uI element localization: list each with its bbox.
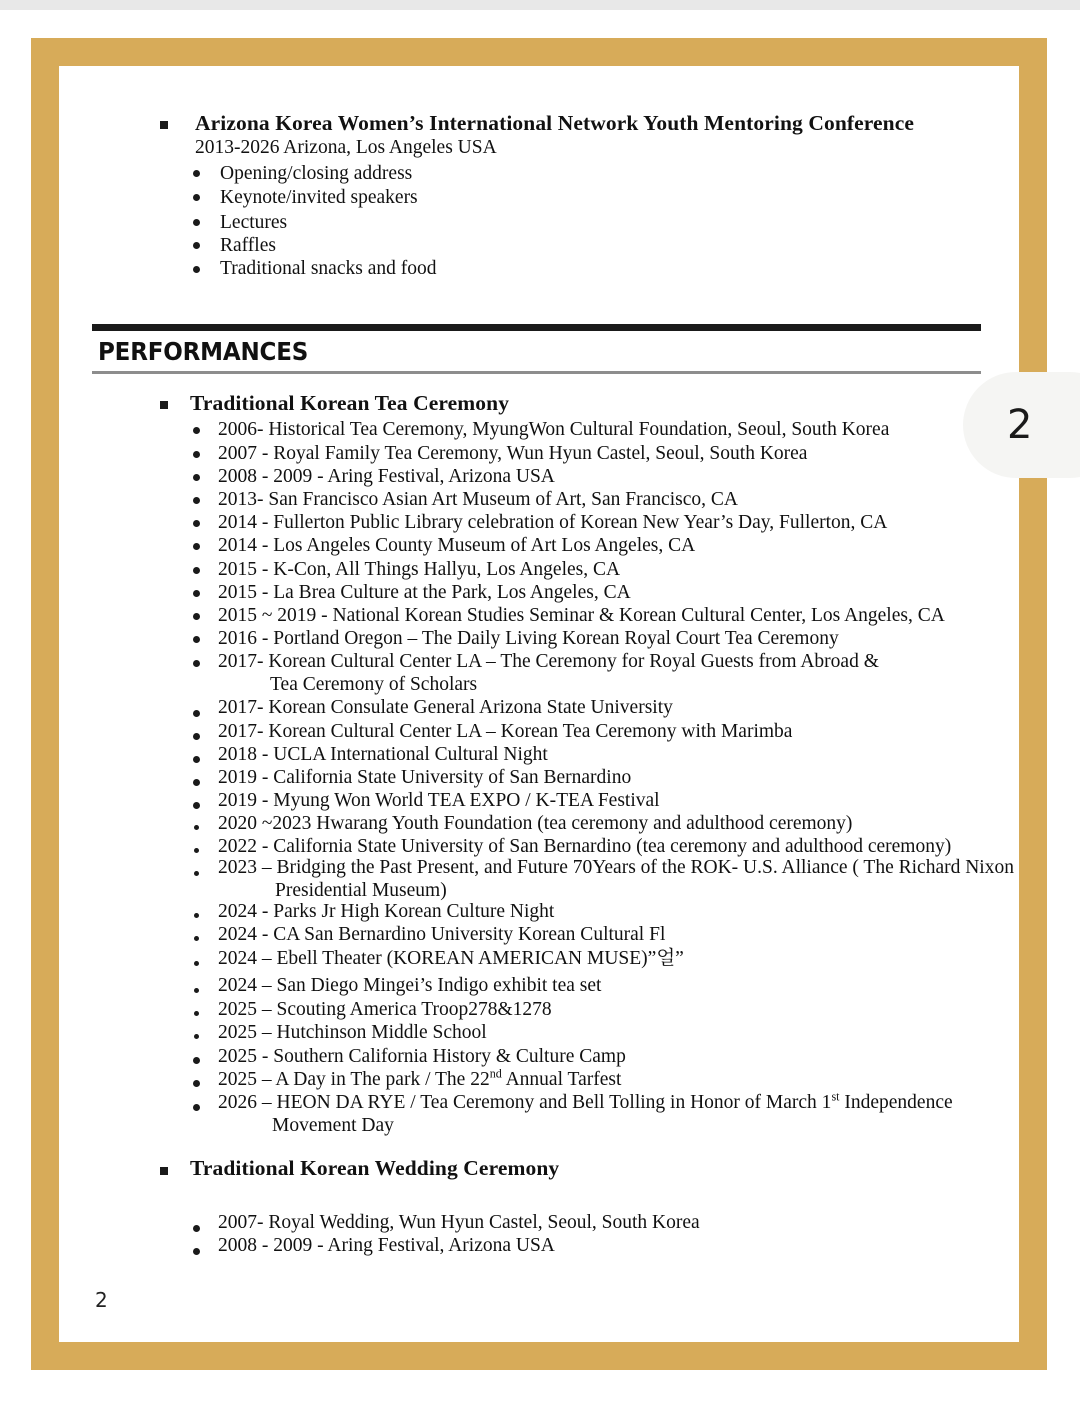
- independence-ordinal-suffix: st: [831, 1089, 840, 1104]
- bullet-icon: [194, 936, 199, 941]
- bullet-icon: [193, 520, 200, 527]
- list-item: Traditional snacks and food: [220, 258, 437, 279]
- bullet-icon: [193, 660, 200, 667]
- list-item: 2014 - Fullerton Public Library celebration of Korean New Year’s Day, Fullerton, CA: [218, 512, 888, 533]
- square-bullet-icon: [160, 121, 168, 129]
- bullet-icon: [193, 1248, 200, 1255]
- bullet-icon: [193, 590, 200, 597]
- list-item: 2024 – Ebell Theater (KOREAN AMERICAN MUSE)”얼”: [218, 948, 684, 969]
- bullet-icon: [194, 1034, 199, 1039]
- section-rule-top: [92, 324, 981, 331]
- list-item: 2015 - La Brea Culture at the Park, Los Angeles, CA: [218, 582, 631, 603]
- list-item: 2019 - Myung Won World TEA EXPO / K-TEA Festival: [218, 790, 660, 811]
- bullet-icon: [193, 497, 200, 504]
- list-item-continuation: Tea Ceremony of Scholars: [270, 674, 478, 695]
- section-rule-bottom: [92, 371, 981, 374]
- bullet-icon: [193, 451, 200, 458]
- independence-suffix: Independence: [839, 1092, 953, 1113]
- list-item: 2020 ~2023 Hwarang Youth Foundation (tea ceremony and adulthood ceremony): [218, 813, 853, 834]
- square-bullet-icon: [160, 401, 168, 409]
- list-item: 2013- San Francisco Asian Art Museum of Art, San Francisco, CA: [218, 489, 738, 510]
- list-item: 2018 - UCLA International Cultural Night: [218, 744, 548, 765]
- tarfest-prefix: 2025 – A Day in The park / The 22: [218, 1069, 490, 1090]
- list-item: 2008 - 2009 - Aring Festival, Arizona USA: [218, 466, 555, 487]
- list-item-heondarye: [218, 1089, 953, 1113]
- wedding-ceremony-heading: Traditional Korean Wedding Ceremony: [190, 1156, 560, 1180]
- conference-subheading: 2013-2026 Arizona, Los Angeles USA: [195, 137, 497, 158]
- square-bullet-icon: [160, 1167, 168, 1175]
- footer-page-number: 2: [95, 1288, 108, 1312]
- list-item: 2008 - 2009 - Aring Festival, Arizona USA: [218, 1235, 555, 1256]
- section-title-performances: PERFORMANCES: [98, 337, 309, 366]
- bullet-icon: [193, 170, 200, 177]
- list-item: 2007- Royal Wedding, Wun Hyun Castel, Seoul, South Korea: [218, 1212, 700, 1233]
- list-item: 2006- Historical Tea Ceremony, MyungWon Cultural Foundation, Seoul, South Korea: [218, 419, 890, 440]
- tea-ceremony-heading: Traditional Korean Tea Ceremony: [190, 391, 510, 415]
- list-item: Raffles: [220, 235, 276, 256]
- bullet-icon: [193, 1104, 200, 1111]
- bullet-icon: [194, 871, 199, 876]
- list-item: 2024 - CA San Bernardino University Korean Cultural Fl: [218, 924, 666, 945]
- list-item: Keynote/invited speakers: [220, 187, 418, 208]
- bullet-icon: [194, 825, 199, 830]
- list-item-tarfest: [218, 1066, 622, 1090]
- list-item: Lectures: [220, 212, 288, 233]
- bullet-icon: [194, 961, 199, 966]
- bullet-icon: [194, 848, 199, 853]
- bullet-icon: [193, 219, 200, 226]
- list-item: 2022 - California State University of San Bernardino (tea ceremony and adulthood ceremony): [218, 836, 952, 857]
- page-badge-label: 2: [1007, 402, 1033, 448]
- bullet-icon: [193, 779, 200, 786]
- bullet-icon: [193, 733, 200, 740]
- bullet-icon: [193, 613, 200, 620]
- list-item: 2023 – Bridging the Past Present, and Future 70Years of the ROK- U.S. Alliance ( The Richard Nixon: [218, 857, 1014, 878]
- list-item: 2015 ~ 2019 - National Korean Studies Seminar & Korean Cultural Center, Los Angeles, CA: [218, 605, 945, 626]
- list-item-continuation: Movement Day: [272, 1115, 394, 1136]
- tarfest-suffix: Annual Tarfest: [501, 1069, 622, 1090]
- list-item: 2025 – Hutchinson Middle School: [218, 1022, 487, 1043]
- list-item: Opening/closing address: [220, 163, 413, 184]
- bullet-icon: [194, 988, 199, 993]
- page-number-badge: [963, 372, 1080, 478]
- bullet-icon: [193, 1225, 200, 1232]
- bullet-icon: [194, 913, 199, 918]
- list-item: 2017- Korean Cultural Center LA – Korean Tea Ceremony with Marimba: [218, 721, 793, 742]
- list-item: 2024 – San Diego Mingei’s Indigo exhibit tea set: [218, 975, 602, 996]
- list-item: 2007 - Royal Family Tea Ceremony, Wun Hyun Castel, Seoul, South Korea: [218, 443, 808, 464]
- bullet-icon: [193, 266, 200, 273]
- heondarye-text: 2026 – HEON DA RYE / Tea Ceremony and Bell Tolling in Honor of March 1: [218, 1092, 832, 1113]
- bullet-icon: [193, 427, 200, 434]
- bullet-icon: [193, 756, 200, 763]
- list-item: 2017- Korean Cultural Center LA – The Ceremony for Royal Guests from Abroad &: [218, 651, 879, 672]
- tarfest-ordinal-suffix: nd: [489, 1066, 502, 1081]
- list-item: 2017- Korean Consulate General Arizona State University: [218, 697, 673, 718]
- bullet-icon: [193, 710, 200, 717]
- bullet-icon: [193, 567, 200, 574]
- bullet-icon: [193, 1080, 200, 1087]
- list-item: 2014 - Los Angeles County Museum of Art Los Angeles, CA: [218, 535, 696, 556]
- bullet-icon: [193, 1057, 200, 1064]
- bullet-icon: [194, 1011, 199, 1016]
- list-item: 2019 - California State University of San Bernardino: [218, 767, 632, 788]
- bullet-icon: [193, 802, 200, 809]
- bullet-icon: [193, 194, 200, 201]
- list-item-continuation: Presidential Museum): [275, 880, 447, 901]
- list-item: 2025 – Scouting America Troop278&1278: [218, 999, 552, 1020]
- conference-heading: Arizona Korea Women’s International Network Youth Mentoring Conference: [195, 111, 915, 135]
- bullet-icon: [193, 242, 200, 249]
- list-item: 2015 - K-Con, All Things Hallyu, Los Angeles, CA: [218, 559, 621, 580]
- bullet-icon: [193, 543, 200, 550]
- bullet-icon: [193, 636, 200, 643]
- list-item: 2024 - Parks Jr High Korean Culture Night: [218, 901, 555, 922]
- list-item: 2025 - Southern California History & Culture Camp: [218, 1046, 626, 1067]
- bullet-icon: [193, 474, 200, 481]
- list-item: 2016 - Portland Oregon – The Daily Living Korean Royal Court Tea Ceremony: [218, 628, 839, 649]
